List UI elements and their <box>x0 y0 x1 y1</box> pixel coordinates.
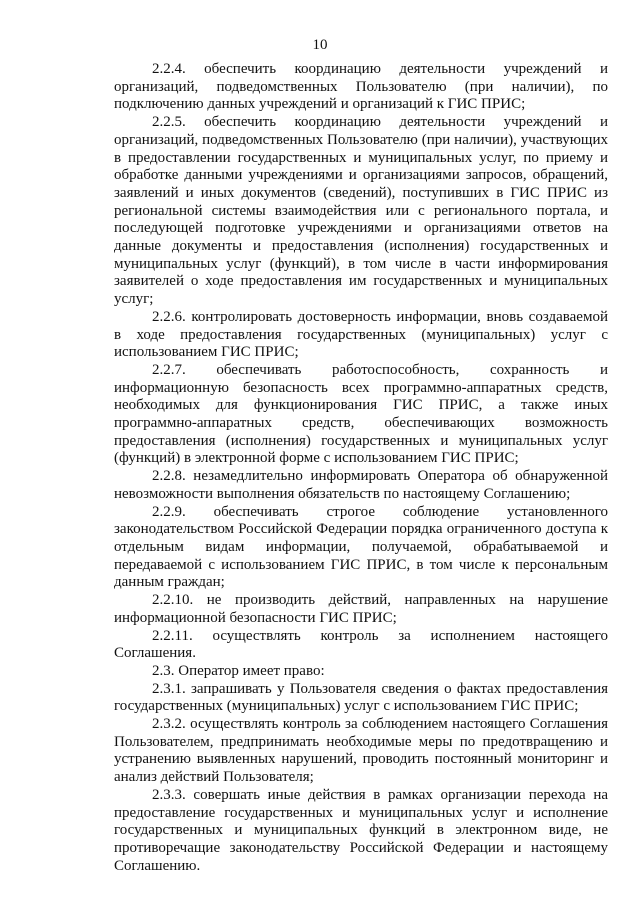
clause-2-3-3: 2.3.3. совершать иные действия в рамках организации перехода на предоставление государственных и муниципальных услуг и исполнение государственных и муниципальных функций в электронном виде, не противоречащие законодательству Российской Федерации и настоящему Соглашению. <box>114 786 608 874</box>
clause-2-3-2: 2.3.2. осуществлять контроль за соблюдением настоящего Соглашения Пользователем, предпринимать необходимые меры по предотвращению и устранению выявленных нарушений, проводить постоянный мониторинг и анализ действий Пользователя; <box>114 716 608 786</box>
clause-2-2-8: 2.2.8. незамедлительно информировать Оператора об обнаруженной невозможности выполнения обязательств по настоящему Соглашению; <box>114 468 608 502</box>
clause-2-2-6: 2.2.6. контролировать достоверность информации, вновь создаваемой в ходе предоставления государственных (муниципальных) услуг с использованием ГИС ПРИС; <box>114 308 608 361</box>
clause-2-3-1: 2.3.1. запрашивать у Пользователя сведения о фактах предоставления государственных (муниципальных) услуг с использованием ГИС ПРИС; <box>114 680 608 715</box>
section-2-3-heading: 2.3. Оператор имеет право: <box>152 662 325 679</box>
clause-2-2-4: 2.2.4. обеспечить координацию деятельности учреждений и организаций, подведомственных Пользователю (при наличии), по подключению данных учреждений и организаций к ГИС ПРИС; <box>114 61 608 113</box>
clause-2-2-9: 2.2.9. обеспечивать строгое соблюдение установленного законодательством Российской Федерации порядка ограниченного доступа к отдельным видам информации, получаемой, обрабатываемой и передаваемой с использованием ГИС ПРИС, в том числе к персональным данным граждан; <box>114 503 608 591</box>
clause-2-2-11: 2.2.11. осуществлять контроль за исполнением настоящего Соглашения. <box>114 627 608 662</box>
page-number: 10 <box>312 37 328 53</box>
document-body <box>114 61 608 875</box>
clause-2-2-10: 2.2.10. не производить действий, направленных на нарушение информационной безопасности ГИС ПРИС; <box>114 592 608 626</box>
clause-2-2-7: 2.2.7. обеспечивать работоспособность, сохранность и информационную безопасность всех программно-аппаратных средств, необходимых для функционирования ГИС ПРИС, а также иных программно-аппаратных средств, обеспечивающих возможность предоставления (исполнения) государственных и муниципальных услуг (функций) в электронной форме с использованием ГИС ПРИС; <box>114 361 608 467</box>
clause-2-2-5: 2.2.5. обеспечить координацию деятельности учреждений и организаций, подведомственных Пользователю (при наличии), участвующих в предоставлении государственных и муниципальных услуг, по приему и обработке данными учреждениями и организациями запросов, обращений, заявлений и иных документов (сведений), поступивших в ГИС ПРИС из региональной системы взаимодействия или с регионального портала, и последующей подготовке учреждениями и организациями ответов на данные документы и предоставления (исполнения) государственных и муниципальных услуг (функций), в том числе в части информирования заявителей о ходе предоставления им государственных и муниципальных услуг; <box>114 114 608 308</box>
